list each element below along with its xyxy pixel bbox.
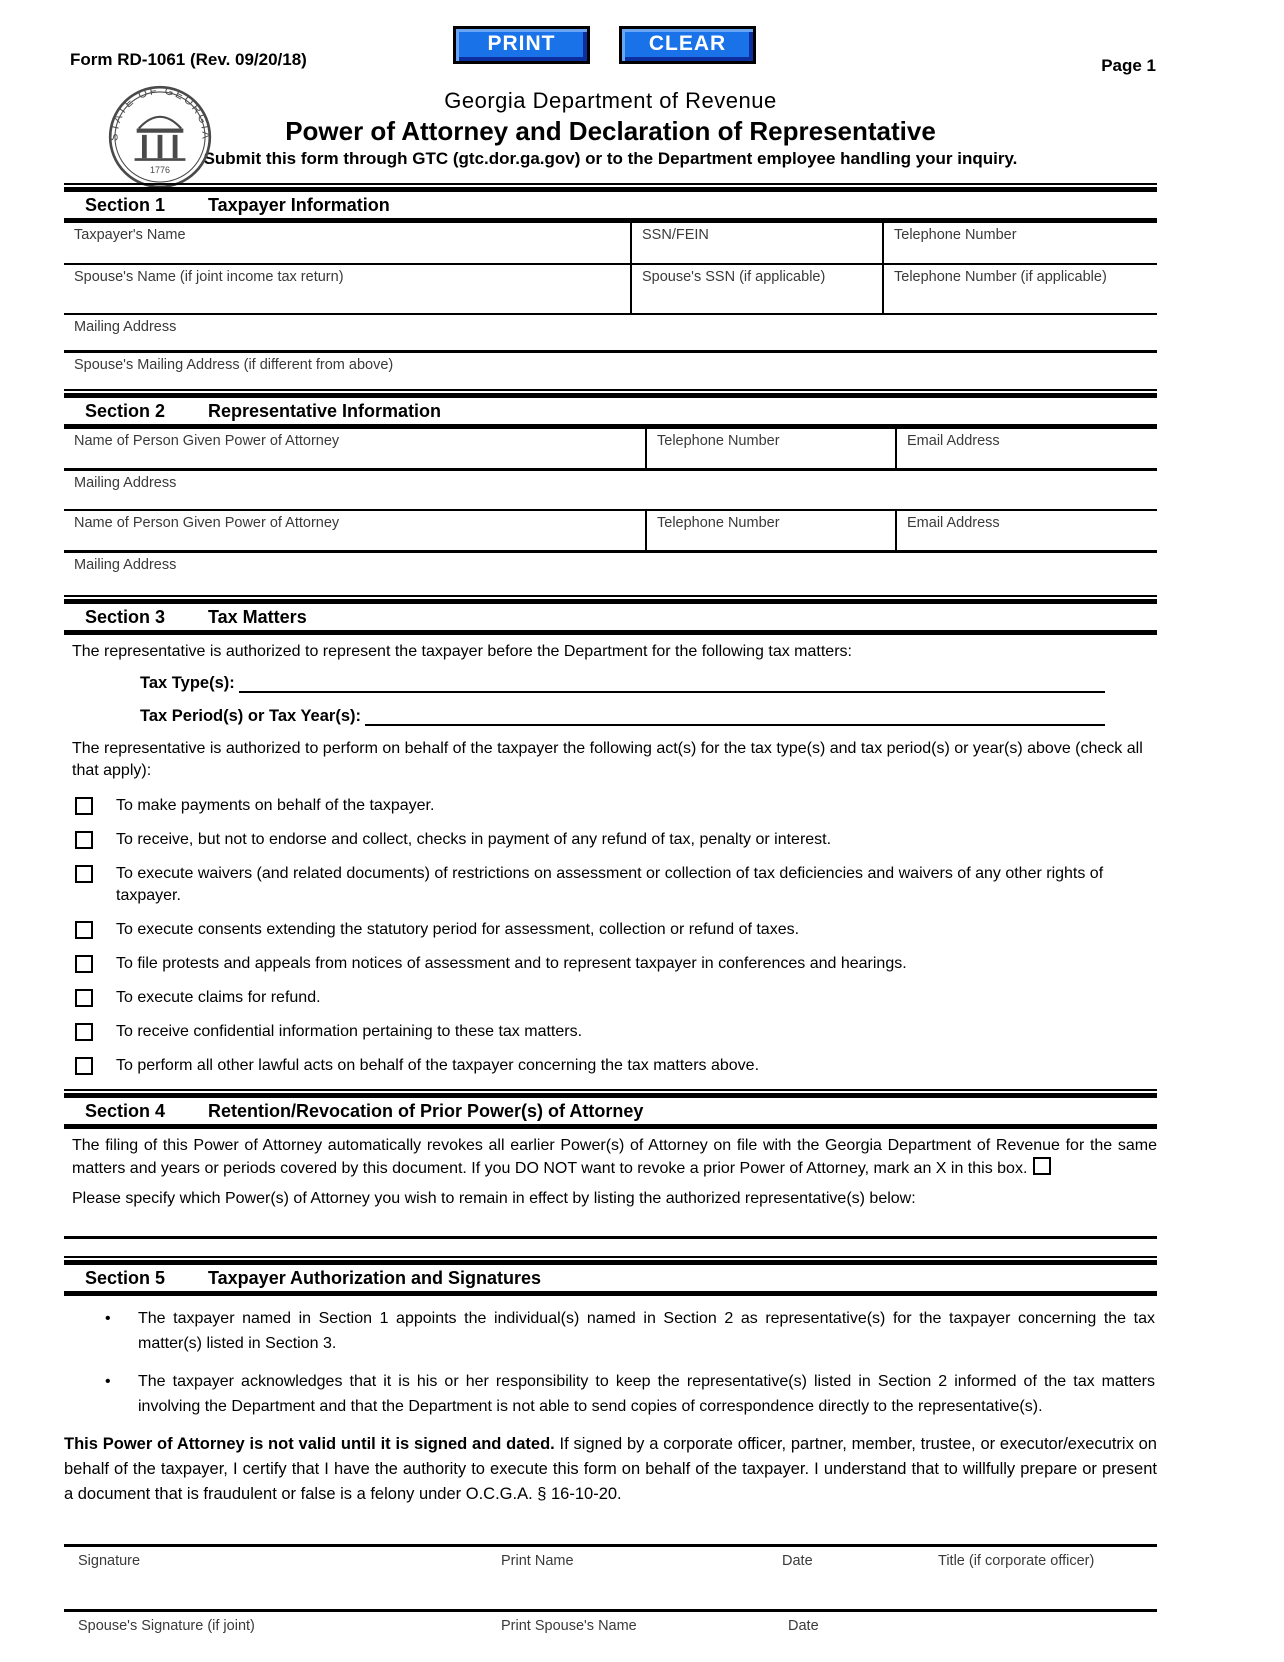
prior-poa-list-field[interactable] [64,1210,1157,1236]
field-label: Date [782,1553,813,1569]
rep1-email-field[interactable] [895,429,1157,471]
checkbox[interactable] [75,1057,93,1075]
agency-name: Georgia Department of Revenue [444,88,777,113]
field-label: Email Address [907,515,1000,531]
spouse-date-field[interactable] [774,1612,1157,1662]
checkbox[interactable] [75,831,93,849]
spacer [64,1239,1157,1256]
bullet-item: • The taxpayer acknowledges that it is his or her responsibility to keep the representative(s) listed in Section 2 informed of the tax matters involving the Department and that the Department is not able to send copies of correspondence directly to the representative(s). [138,1369,1155,1419]
field-label: Signature [78,1553,141,1569]
section5-number: Section 5 [85,1268,166,1288]
clear-button[interactable]: CLEAR [619,26,756,64]
checkbox[interactable] [75,989,93,1007]
field-label: Spouse's Mailing Address (if different from above) [74,357,394,373]
masthead [64,84,1157,176]
section5-header [64,1256,1157,1296]
field-label: Mailing Address [74,557,177,573]
act-row [64,919,1157,941]
rep2-name-field[interactable] [64,511,645,553]
rep2-mailing-address-field[interactable] [64,553,1157,589]
section3-header [64,595,1157,635]
act-label: To file protests and appeals from notices of assessment and to represent taxpayer in conferences and hearings. [116,955,907,972]
section3-title: Tax Matters [208,607,307,627]
act-label: To execute claims for refund. [116,989,321,1006]
section5-title: Taxpayer Authorization and Signatures [208,1268,542,1288]
act-row [64,795,1157,817]
act-label: To execute waivers (and related documents) of restrictions on assessment or collection of tax deficiencies and waivers of any other rights of taxpayer. [116,865,1104,904]
rep2-email-field[interactable] [895,511,1157,553]
section3-intro: The representative is authorized to represent the taxpayer before the Department for the following tax matters: [72,643,852,660]
divider [64,1291,1157,1296]
act-row [64,1055,1157,1077]
section1-row-taxpayer [64,223,1157,265]
title-field[interactable] [924,1547,1157,1609]
spouse-ssn-field[interactable] [630,265,882,315]
field-label: Name of Person Given Power of Attorney [74,433,340,449]
checkbox[interactable] [75,797,93,815]
section4-number: Section 4 [85,1101,166,1121]
print-name-field[interactable] [487,1547,768,1609]
submit-instruction: Submit this form through GTC (gtc.dor.ga.gov) or to the Department employee handling your inquiry. [203,149,1018,168]
section4-header [64,1089,1157,1129]
divider [64,630,1157,635]
rep1-telephone-field[interactable] [645,429,895,471]
page-number: Page 1 [1101,56,1156,75]
field-label: Telephone Number (if applicable) [894,269,1107,285]
checkbox[interactable] [75,955,93,973]
signature-field[interactable] [64,1547,487,1609]
retain-prior-poa-checkbox[interactable] [1033,1157,1051,1175]
field-label: Spouse's Name (if joint income tax return) [74,269,344,285]
act-row [64,863,1157,907]
act-label: To execute consents extending the statutory period for assessment, collection or refund of taxes. [116,921,800,938]
signature-row-taxpayer [64,1544,1157,1609]
section1-row-spouse [64,265,1157,315]
seal-top-text: STATE OF GEORGIA [108,84,212,141]
form-number: Form RD-1061 (Rev. 09/20/18) [70,50,307,69]
divider [64,1124,1157,1129]
ssn-fein-field[interactable] [630,223,882,265]
authorization-bullets [64,1306,1157,1419]
act-label: To receive confidential information pertaining to these tax matters. [116,1023,583,1040]
section3-number: Section 3 [85,607,166,627]
field-label: Spouse's SSN (if applicable) [642,269,826,285]
section3-acts-intro: The representative is authorized to perform on behalf of the taxpayer the following act(s) for the tax type(s) and tax period(s) or year(s) above (check all that apply): [72,740,1143,779]
act-row [64,829,1157,851]
tax-types-label: Tax Type(s): [140,674,235,692]
tax-periods-input[interactable] [365,703,1105,726]
rep2-telephone-field[interactable] [645,511,895,553]
validity-notice-rest: If signed by a corporate officer, partner, member, trustee, or executor/executrix on behalf of the taxpayer, I certify that I have the authority to execute this form on behalf of the taxpayer. I understand that to willfully prepare or present a document that is fraudulent or false is a felony under O.C.G.A. § 16-10-20. [64,1435,1157,1503]
tax-periods-row [140,703,1105,726]
date-field[interactable] [768,1547,924,1609]
field-label: Telephone Number [657,515,780,531]
field-label: Name of Person Given Power of Attorney [74,515,340,531]
act-label: To receive, but not to endorse and collect, checks in payment of any refund of tax, penalty or interest. [116,831,832,848]
section2-rep2-row [64,511,1157,553]
field-label: Mailing Address [74,475,177,491]
bullet-item: • The taxpayer named in Section 1 appoints the individual(s) named in Section 2 as representative(s) for the taxpayer concerning the tax matter(s) listed in Section 3. [138,1306,1155,1356]
form-body [64,183,1157,1662]
taxpayer-name-field[interactable] [64,223,630,265]
spouse-name-field[interactable] [64,265,630,315]
section2-header [64,389,1157,429]
field-label: Date [788,1618,819,1634]
telephone-field[interactable] [882,223,1157,265]
spouse-signature-field[interactable] [64,1612,487,1662]
act-row [64,987,1157,1009]
field-label: Print Spouse's Name [501,1618,637,1634]
tax-periods-label: Tax Period(s) or Tax Year(s): [140,707,361,725]
section4-body [72,1135,1157,1180]
revocation-text: The filing of this Power of Attorney automatically revokes all earlier Power(s) of Attorney on file with the Georgia Department of Revenue for the same matters and years or periods covered by this document. If you DO NOT want to revoke a prior Power of Attorney, mark an X in this box. [72,1137,1157,1177]
spouse-print-name-field[interactable] [487,1612,774,1662]
section1-header [64,183,1157,223]
checkbox[interactable] [75,1023,93,1041]
field-label: Telephone Number [657,433,780,449]
section2-title: Representative Information [208,401,442,421]
field-label: Print Name [501,1553,574,1569]
spouse-mailing-address-field[interactable] [64,353,1157,385]
rep1-name-field[interactable] [64,429,645,471]
field-label: Email Address [907,433,1000,449]
checkbox[interactable] [75,865,93,883]
mailing-address-field[interactable] [64,315,1157,353]
validity-notice-bold: This Power of Attorney is not valid until it is signed and dated. [64,1435,555,1453]
field-label: SSN/FEIN [642,227,709,243]
print-button[interactable]: PRINT [453,26,590,64]
section2-rep1-row [64,429,1157,471]
checkbox[interactable] [75,921,93,939]
acts-checklist [64,795,1157,1077]
section4-specify: Please specify which Power(s) of Attorney you wish to remain in effect by listing the authorized representative(s) below: [72,1190,916,1207]
section2-number: Section 2 [85,401,166,421]
field-label: Taxpayer's Name [74,227,186,243]
act-row [64,953,1157,975]
validity-notice [64,1432,1157,1507]
field-label: Mailing Address [74,319,177,335]
toolbar [453,26,756,64]
spouse-telephone-field[interactable] [882,265,1157,315]
section1-title: Taxpayer Information [208,195,390,215]
rep1-mailing-address-field[interactable] [64,471,1157,511]
page-title: Power of Attorney and Declaration of Representative [285,116,936,146]
tax-types-row [140,670,1105,693]
field-label: Telephone Number [894,227,1017,243]
tax-types-input[interactable] [239,670,1105,693]
seal-year-text: 1776 [149,165,171,176]
section1-number: Section 1 [85,195,166,215]
georgia-state-seal-icon [104,84,216,190]
field-label: Title (if corporate officer) [938,1553,1095,1569]
section4-title: Retention/Revocation of Prior Power(s) of Attorney [208,1101,644,1121]
act-label: To make payments on behalf of the taxpayer. [116,797,435,814]
act-row [64,1021,1157,1043]
signature-row-spouse [64,1609,1157,1662]
act-label: To perform all other lawful acts on behalf of the taxpayer concerning the tax matters above. [116,1057,760,1074]
field-label: Spouse's Signature (if joint) [78,1618,255,1634]
